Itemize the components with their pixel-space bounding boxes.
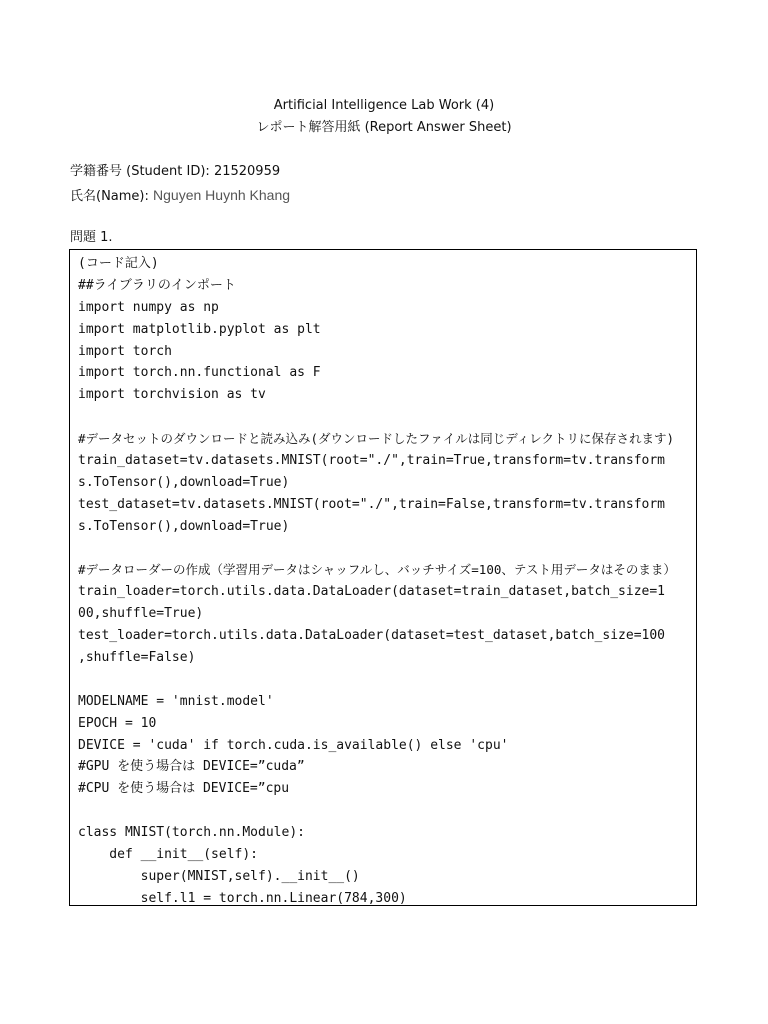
code-line: train_dataset=tv.datasets.MNIST(root="./",train=True,transform=tv.transform <box>78 453 665 469</box>
code-line: s.ToTensor(),download=True) <box>78 474 290 490</box>
student-name-row <box>70 187 290 205</box>
code-line: import torchvision as tv <box>78 387 266 403</box>
code-line: import numpy as np <box>78 299 219 315</box>
code-line: s.ToTensor(),download=True) <box>78 518 290 534</box>
code-line: import torch.nn.functional as F <box>78 365 321 381</box>
code-line: import matplotlib.pyplot as plt <box>78 321 321 337</box>
code-line <box>78 538 690 560</box>
document-title: Artificial Intelligence Lab Work (4) <box>273 98 495 113</box>
code-line: def __init__(self): <box>78 847 259 863</box>
code-line <box>78 669 690 691</box>
code-line: test_dataset=tv.datasets.MNIST(root="./",train=False,transform=tv.transform <box>78 496 665 512</box>
question-label: 問題 1. <box>70 230 113 245</box>
code-line: test_loader=torch.utils.data.DataLoader(dataset=test_dataset,batch_size=100 <box>78 628 665 644</box>
code-block <box>78 253 690 906</box>
code-line: MODELNAME = 'mnist.model' <box>78 693 274 709</box>
document-subtitle: レポート解答用紙 (Report Answer Sheet) <box>256 120 512 135</box>
code-line: ,shuffle=False) <box>78 650 196 666</box>
code-line: #データローダーの作成（学習用データはシャッフルし、バッチサイズ=100、テスト用データはそのまま） <box>78 562 676 578</box>
code-line: class MNIST(torch.nn.Module): <box>78 825 305 841</box>
code-line: 00,shuffle=True) <box>78 606 204 622</box>
code-line: import torch <box>78 343 172 359</box>
code-answer-box <box>69 249 697 906</box>
code-line: train_loader=torch.utils.data.DataLoader(dataset=train_dataset,batch_size=1 <box>78 584 665 600</box>
student-id-value: 21520959 <box>213 164 281 179</box>
code-line: EPOCH = 10 <box>78 715 157 731</box>
student-id-row <box>70 164 280 180</box>
code-line: #データセットのダウンロードと読み込み(ダウンロードしたファイルは同じディレクトリに保存されます) <box>78 431 675 447</box>
code-line: self.l1 = torch.nn.Linear(784,300) <box>78 890 407 906</box>
code-line: super(MNIST,self).__init__() <box>78 868 360 884</box>
code-line: ##ライブラリのインポート <box>78 277 236 293</box>
student-name-label: 氏名(Name): <box>70 189 149 204</box>
student-name-value: Nguyen Huynh Khang <box>153 187 291 203</box>
code-line <box>78 800 690 822</box>
code-line <box>78 406 690 428</box>
code-line: (コード記入) <box>78 256 159 271</box>
code-line: #CPU を使う場合は DEVICE=”cpu <box>78 781 290 797</box>
code-line: DEVICE = 'cuda' if torch.cuda.is_available() else 'cpu' <box>78 737 509 753</box>
student-id-label: 学籍番号 (Student ID): <box>70 164 210 179</box>
code-line: #GPU を使う場合は DEVICE=”cuda” <box>78 759 305 775</box>
